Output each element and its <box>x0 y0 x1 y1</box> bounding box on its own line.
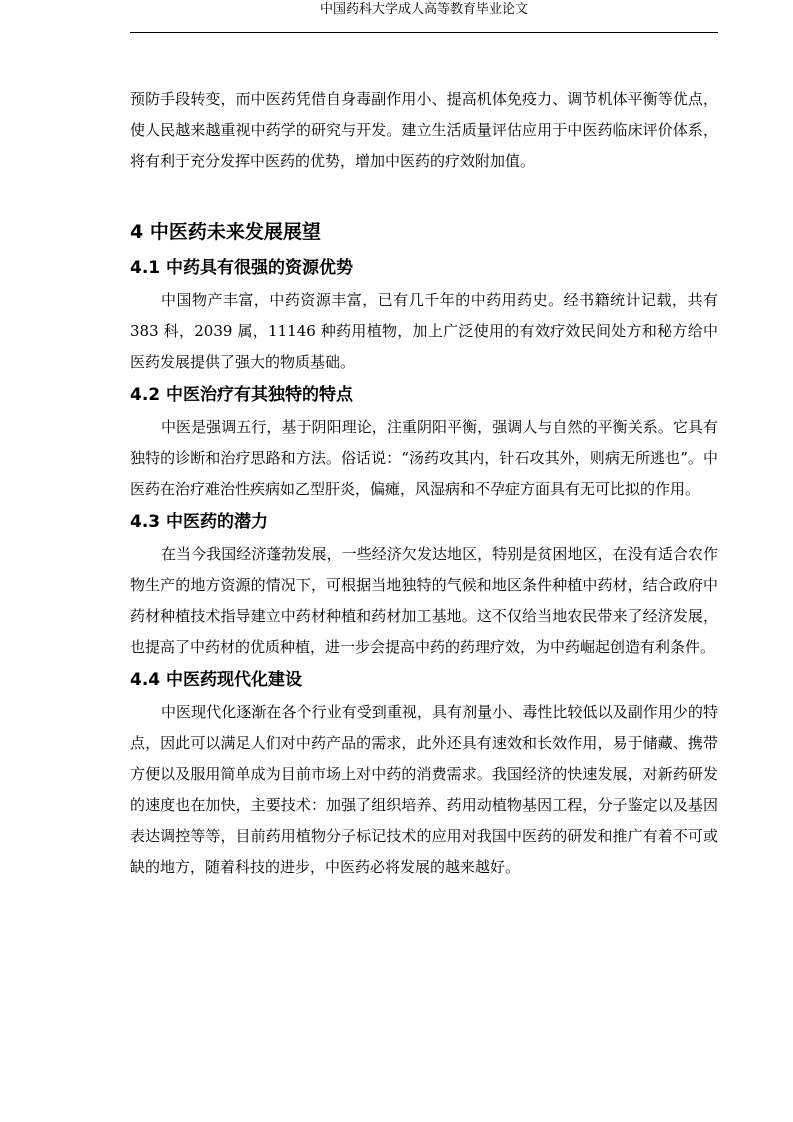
section-4-3 <box>130 507 718 663</box>
section-paragraph: 在当今我国经济蓬勃发展，一些经济欠发达地区，特别是贫困地区，在没有适合农作物生产的地方资源的情况下，可根据当地独特的气候和地区条件种植中药材，结合政府中药材种植技术指导建立中药材种植和药材加工基地。这不仅给当地农民带来了经济发展，也提高了中药材的优质种植，进一步会提高中药的药理疗效，为中药崛起创造有利条件。 <box>130 545 718 656</box>
section-heading: 4.3 中医药的潜力 <box>130 512 269 532</box>
section-4-2 <box>130 380 718 505</box>
document-body <box>130 84 718 883</box>
section-heading: 4.4 中医药现代化建设 <box>130 670 303 690</box>
header-title: 中国药科大学成人高等教育毕业论文 <box>319 2 528 17</box>
section-4-1 <box>130 253 718 378</box>
section-paragraph: 中国物产丰富，中药资源丰富，已有几千年的中药用药史。经书籍统计记载，共有 383 科，2039 属，11146 种药用植物，加上广泛使用的有效疗效民间处方和秘方给中医药发展提供了强大的物质基础。 <box>130 291 718 371</box>
page-header <box>130 0 718 33</box>
section-heading: 4.2 中医治疗有其独特的特点 <box>130 385 354 405</box>
section-paragraph: 中医是强调五行，基于阴阳理论，注重阴阳平衡，强调人与自然的平衡关系。它具有独特的诊断和治疗思路和方法。俗话说：“汤药攻其内，针石攻其外，则病无所逃也”。中医药在治疗难治性疾病如乙型肝炎，偏瘫，风湿病和不孕症方面具有无可比拟的作用。 <box>130 418 718 498</box>
chapter-heading: 4 中医药未来发展展望 <box>130 221 321 243</box>
intro-paragraph: 预防手段转变，而中医药凭借自身毒副作用小、提高机体免疫力、调节机体平衡等优点，使人民越来越重视中药学的研究与开发。建立生活质量评估应用于中医药临床评价体系，将有利于充分发挥中医药的优势，增加中医药的疗效附加值。 <box>130 90 718 170</box>
section-4-4 <box>130 665 718 883</box>
section-paragraph: 中医现代化逐渐在各个行业有受到重视，具有剂量小、毒性比较低以及副作用少的特点，因此可以满足人们对中药产品的需求，此外还具有速效和长效作用，易于储藏、携带方便以及服用简单成为目前市场上对中药的消费需求。我国经济的快速发展，对新药研发的速度也在加快，主要技术：加强了组织培养、药用动植物基因工程，分子鉴定以及基因表达调控等等，目前药用植物分子标记技术的应用对我国中医药的研发和推广有着不可或缺的地方，随着科技的进步，中医药必将发展的越来越好。 <box>130 703 718 876</box>
section-heading: 4.1 中药具有很强的资源优势 <box>130 258 354 278</box>
